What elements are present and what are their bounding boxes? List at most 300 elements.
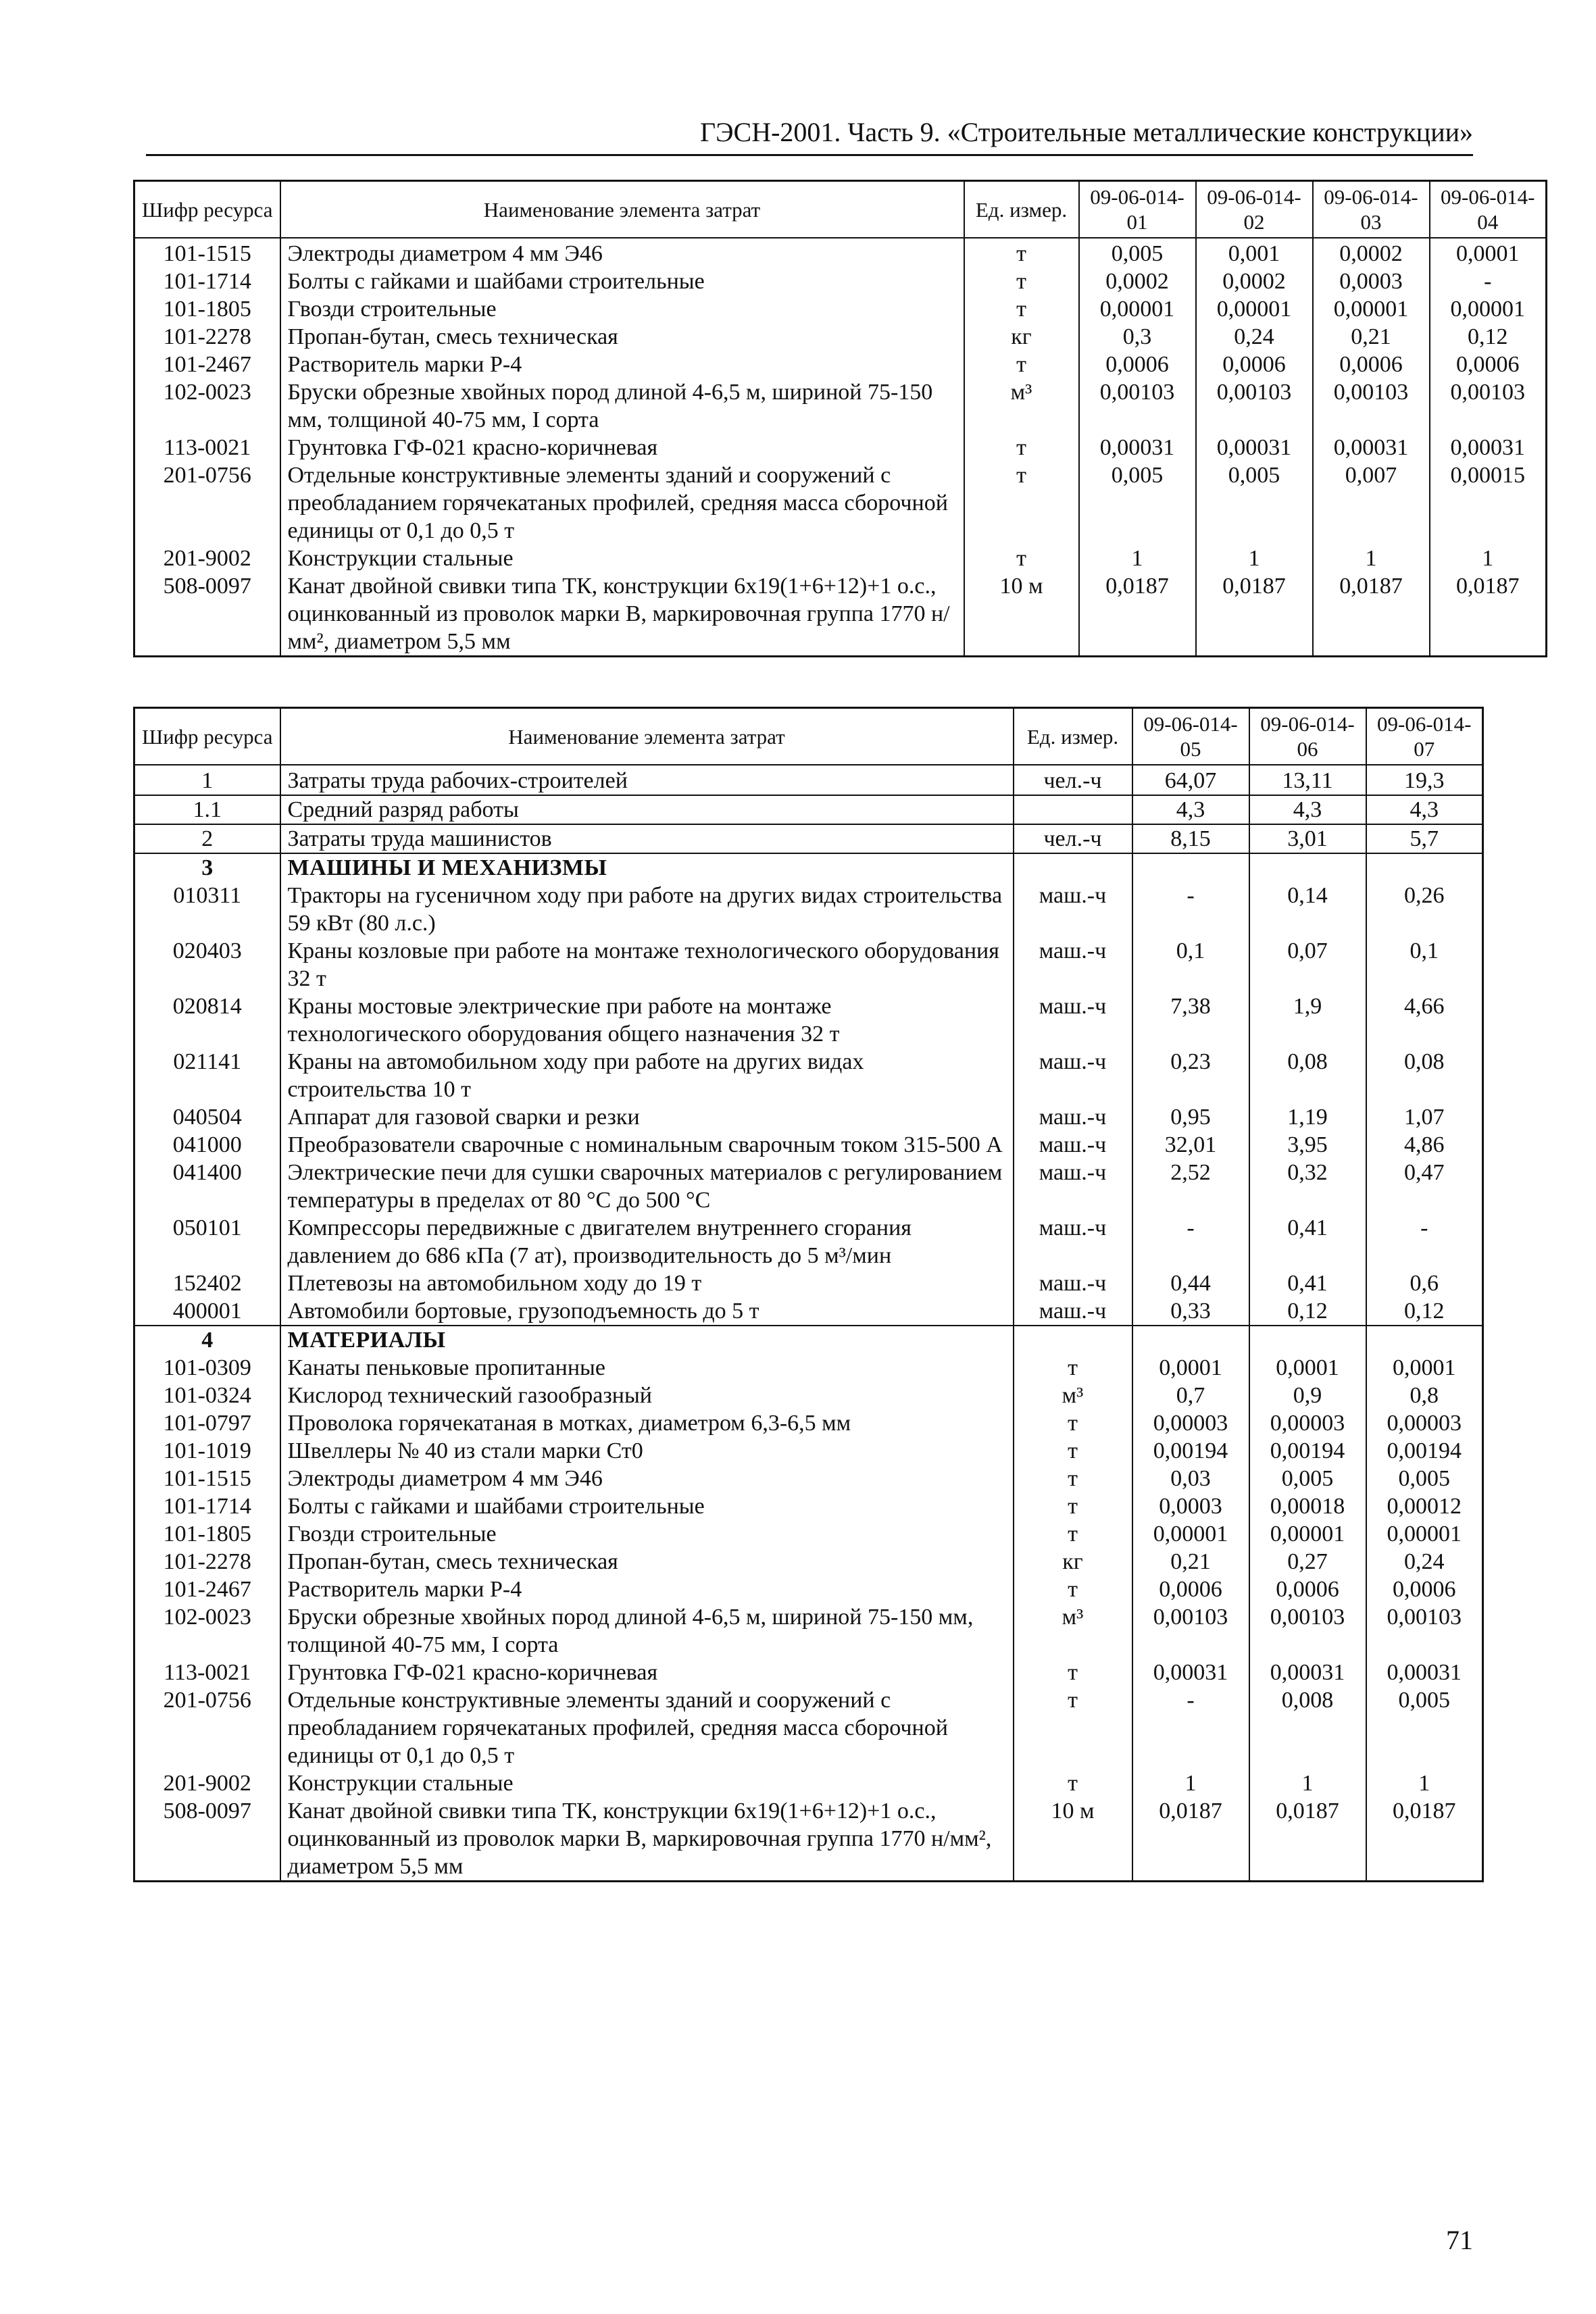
table-row bbox=[134, 1603, 1483, 1659]
cell-value: 0,0006 bbox=[1430, 351, 1547, 378]
cell-code: 040504 bbox=[134, 1103, 280, 1131]
table-row bbox=[134, 1465, 1483, 1492]
cell-name: Гвозди строительные bbox=[280, 1520, 1014, 1548]
cell-value: 0,00103 bbox=[1196, 378, 1313, 434]
cell-unit: т bbox=[964, 295, 1079, 323]
cell-value: 0,41 bbox=[1249, 1214, 1366, 1269]
cell-value: 0,0003 bbox=[1132, 1492, 1249, 1520]
cell-value: 0,0187 bbox=[1430, 572, 1547, 657]
cell-name: Отдельные конструктивные элементы зданий и сооружений с преобладанием горячекатаных профилей, средняя масса сборочной единицы от 0,1 до 0,5 т bbox=[280, 1686, 1014, 1769]
table-row bbox=[134, 1520, 1483, 1548]
cell-value: 0,0006 bbox=[1366, 1576, 1483, 1603]
cell-value: 0,00194 bbox=[1366, 1437, 1483, 1465]
cell-value: 5,7 bbox=[1366, 824, 1483, 853]
header-norm: 09-06-014-04 bbox=[1430, 181, 1547, 238]
table-row bbox=[134, 1492, 1483, 1520]
cell-name: Тракторы на гусеничном ходу при работе на других видах строительства 59 кВт (80 л.с.) bbox=[280, 882, 1014, 937]
cell-value: 0,00001 bbox=[1313, 295, 1430, 323]
cell-value: 0,00001 bbox=[1079, 295, 1196, 323]
table-row bbox=[134, 378, 1547, 434]
cell-value: 1 bbox=[1366, 1769, 1483, 1797]
header-norm: 09-06-014-05 bbox=[1132, 708, 1249, 765]
cell-value: 0,00001 bbox=[1132, 1520, 1249, 1548]
cell-name: Краны мостовые электрические при работе на монтаже технологического оборудования общего назначения 32 т bbox=[280, 992, 1014, 1048]
cell-value: 0,0006 bbox=[1132, 1576, 1249, 1603]
cell-value: 1,9 bbox=[1249, 992, 1366, 1048]
cell-code: 101-1805 bbox=[134, 295, 280, 323]
cell-code: 101-1515 bbox=[134, 1465, 280, 1492]
cell-value: 0,005 bbox=[1079, 238, 1196, 268]
table-row bbox=[134, 1214, 1483, 1269]
cell-value: 0,33 bbox=[1132, 1297, 1249, 1326]
table-row bbox=[134, 853, 1483, 882]
cell-value: 0,00001 bbox=[1249, 1520, 1366, 1548]
cell-value: 0,00003 bbox=[1249, 1409, 1366, 1437]
cell-code: 020403 bbox=[134, 937, 280, 992]
cell-name: Пропан-бутан, смесь техническая bbox=[280, 1548, 1014, 1576]
cell-name: Грунтовка ГФ-021 красно-коричневая bbox=[280, 434, 964, 461]
cell-value: 0,12 bbox=[1430, 323, 1547, 351]
cell-code: 041000 bbox=[134, 1131, 280, 1159]
cell-code: 101-2467 bbox=[134, 1576, 280, 1603]
cell-code: 201-9002 bbox=[134, 545, 280, 572]
cell-unit: маш.-ч bbox=[1014, 1159, 1132, 1214]
cell-value: 0,21 bbox=[1132, 1548, 1249, 1576]
cell-unit: т bbox=[1014, 1437, 1132, 1465]
cell-value: 0,00194 bbox=[1132, 1437, 1249, 1465]
cell-code: 101-0309 bbox=[134, 1354, 280, 1382]
cell-name: МАШИНЫ И МЕХАНИЗМЫ bbox=[280, 853, 1014, 882]
table-row bbox=[134, 572, 1547, 657]
table-row bbox=[134, 1548, 1483, 1576]
cell-value: 0,00031 bbox=[1079, 434, 1196, 461]
cell-value: 2,52 bbox=[1132, 1159, 1249, 1214]
table-row bbox=[134, 351, 1547, 378]
cell-value: 1,07 bbox=[1366, 1103, 1483, 1131]
cell-name: Аппарат для газовой сварки и резки bbox=[280, 1103, 1014, 1131]
page-header: ГЭСН-2001. Часть 9. «Строительные металлические конструкции» bbox=[146, 114, 1473, 156]
cell-code: 101-2278 bbox=[134, 1548, 280, 1576]
header-name: Наименование элемента затрат bbox=[280, 181, 964, 238]
cell-code: 113-0021 bbox=[134, 434, 280, 461]
cell-value: 8,15 bbox=[1132, 824, 1249, 853]
cell-value: 19,3 bbox=[1366, 765, 1483, 795]
cell-value: 4,66 bbox=[1366, 992, 1483, 1048]
cell-code: 113-0021 bbox=[134, 1659, 280, 1686]
cell-value: 0,005 bbox=[1249, 1465, 1366, 1492]
cell-name: Растворитель марки Р-4 bbox=[280, 351, 964, 378]
cell-name: Канаты пеньковые пропитанные bbox=[280, 1354, 1014, 1382]
cell-value: 0,0187 bbox=[1132, 1797, 1249, 1882]
table-row bbox=[134, 765, 1483, 795]
cell-name: Затраты труда рабочих-строителей bbox=[280, 765, 1014, 795]
cell-value bbox=[1366, 1326, 1483, 1354]
cell-value: 4,3 bbox=[1366, 795, 1483, 824]
cell-value: 0,0187 bbox=[1196, 572, 1313, 657]
header-norm: 09-06-014-06 bbox=[1249, 708, 1366, 765]
cell-code: 201-0756 bbox=[134, 461, 280, 545]
cell-code: 152402 bbox=[134, 1269, 280, 1297]
table-row bbox=[134, 1131, 1483, 1159]
cell-code: 102-0023 bbox=[134, 378, 280, 434]
cell-name: Средний разряд работы bbox=[280, 795, 1014, 824]
cell-unit: т bbox=[1014, 1520, 1132, 1548]
cell-code: 400001 bbox=[134, 1297, 280, 1326]
cell-value: 0,08 bbox=[1249, 1048, 1366, 1103]
cell-value: 0,00031 bbox=[1313, 434, 1430, 461]
cell-value: - bbox=[1132, 882, 1249, 937]
cell-value: 0,08 bbox=[1366, 1048, 1483, 1103]
cell-code: 101-1515 bbox=[134, 238, 280, 268]
cell-value: 1 bbox=[1196, 545, 1313, 572]
cell-unit: т bbox=[1014, 1409, 1132, 1437]
cell-value: 0,001 bbox=[1196, 238, 1313, 268]
table-row bbox=[134, 323, 1547, 351]
cell-unit bbox=[1014, 795, 1132, 824]
page-number: 71 bbox=[1446, 2225, 1473, 2255]
table-row bbox=[134, 1797, 1483, 1882]
cell-value bbox=[1249, 1326, 1366, 1354]
cell-value: 4,3 bbox=[1132, 795, 1249, 824]
cell-value: 1,19 bbox=[1249, 1103, 1366, 1131]
cell-name: Плетевозы на автомобильном ходу до 19 т bbox=[280, 1269, 1014, 1297]
cell-value: 0,0187 bbox=[1079, 572, 1196, 657]
cell-unit: т bbox=[1014, 1686, 1132, 1769]
cell-unit: т bbox=[964, 238, 1079, 268]
cell-value: 0,00003 bbox=[1132, 1409, 1249, 1437]
table-row bbox=[134, 882, 1483, 937]
cell-unit: маш.-ч bbox=[1014, 882, 1132, 937]
cell-name: МАТЕРИАЛЫ bbox=[280, 1326, 1014, 1354]
cell-unit: маш.-ч bbox=[1014, 1131, 1132, 1159]
cell-name: Грунтовка ГФ-021 красно-коричневая bbox=[280, 1659, 1014, 1686]
cell-unit: маш.-ч bbox=[1014, 1297, 1132, 1326]
table-row bbox=[134, 824, 1483, 853]
cell-value: 0,0001 bbox=[1430, 238, 1547, 268]
table-row bbox=[134, 238, 1547, 268]
cell-value: 1 bbox=[1313, 545, 1430, 572]
cell-code: 102-0023 bbox=[134, 1603, 280, 1659]
cell-name: Отдельные конструктивные элементы зданий и сооружений с преобладанием горячекатаных профилей, средняя масса сборочной единицы от 0,1 до 0,5 т bbox=[280, 461, 964, 545]
cell-value: 0,21 bbox=[1313, 323, 1430, 351]
cell-unit: кг bbox=[964, 323, 1079, 351]
cell-value: 0,00031 bbox=[1430, 434, 1547, 461]
cell-code: 041400 bbox=[134, 1159, 280, 1214]
cell-value: 0,9 bbox=[1249, 1382, 1366, 1409]
header-norm: 09-06-014-03 bbox=[1313, 181, 1430, 238]
cell-value bbox=[1249, 853, 1366, 882]
header-code: Шифр ресурса bbox=[134, 181, 280, 238]
cell-unit bbox=[1014, 1326, 1132, 1354]
cell-value: 32,01 bbox=[1132, 1131, 1249, 1159]
cell-code: 010311 bbox=[134, 882, 280, 937]
cell-unit: м³ bbox=[1014, 1603, 1132, 1659]
table-row bbox=[134, 295, 1547, 323]
cell-value: 0,0187 bbox=[1313, 572, 1430, 657]
table-row bbox=[134, 1576, 1483, 1603]
cell-value: 0,0001 bbox=[1132, 1354, 1249, 1382]
cell-value: 0,005 bbox=[1366, 1465, 1483, 1492]
cell-unit: 10 м bbox=[1014, 1797, 1132, 1882]
cell-unit: т bbox=[1014, 1465, 1132, 1492]
cell-value: 0,00003 bbox=[1366, 1409, 1483, 1437]
cell-value: 0,00031 bbox=[1132, 1659, 1249, 1686]
cell-value: 0,3 bbox=[1079, 323, 1196, 351]
cell-value: 0,00015 bbox=[1430, 461, 1547, 545]
cell-unit: т bbox=[964, 268, 1079, 295]
cell-value: 0,0001 bbox=[1366, 1354, 1483, 1382]
cell-value: 0,00018 bbox=[1249, 1492, 1366, 1520]
cell-name: Растворитель марки Р-4 bbox=[280, 1576, 1014, 1603]
cell-value: 0,00031 bbox=[1366, 1659, 1483, 1686]
cell-value: 0,005 bbox=[1366, 1686, 1483, 1769]
cell-unit bbox=[1014, 853, 1132, 882]
cell-value: 1 bbox=[1132, 1769, 1249, 1797]
header-unit: Ед. измер. bbox=[1014, 708, 1132, 765]
cell-code: 020814 bbox=[134, 992, 280, 1048]
table-row bbox=[134, 461, 1547, 545]
cell-value: 0,0002 bbox=[1079, 268, 1196, 295]
cell-value: 0,24 bbox=[1366, 1548, 1483, 1576]
cell-name: Канат двойной свивки типа ТК, конструкции 6х19(1+6+12)+1 о.с., оцинкованный из проволок марки В, маркировочная группа 1770 н/мм², диаметром 5,5 мм bbox=[280, 572, 964, 657]
cell-value: 0,1 bbox=[1132, 937, 1249, 992]
cell-value: 3,01 bbox=[1249, 824, 1366, 853]
cell-name: Преобразователи сварочные с номинальным сварочным током 315-500 А bbox=[280, 1131, 1014, 1159]
cell-unit: чел.-ч bbox=[1014, 765, 1132, 795]
table-row bbox=[134, 1354, 1483, 1382]
cell-value: 0,0006 bbox=[1079, 351, 1196, 378]
cell-value: 0,1 bbox=[1366, 937, 1483, 992]
cell-name: Краны на автомобильном ходу при работе на других видах строительства 10 т bbox=[280, 1048, 1014, 1103]
cell-value: 0,0006 bbox=[1313, 351, 1430, 378]
header-norm: 09-06-014-01 bbox=[1079, 181, 1196, 238]
cell-value: 0,44 bbox=[1132, 1269, 1249, 1297]
cell-value: 0,00103 bbox=[1430, 378, 1547, 434]
cell-value: 13,11 bbox=[1249, 765, 1366, 795]
cell-unit: т bbox=[1014, 1769, 1132, 1797]
table-header-row bbox=[134, 181, 1547, 238]
table-row bbox=[134, 1382, 1483, 1409]
cell-code: 101-2278 bbox=[134, 323, 280, 351]
cell-value: - bbox=[1132, 1686, 1249, 1769]
cell-name: Бруски обрезные хвойных пород длиной 4-6,5 м, шириной 75-150 мм, толщиной 40-75 мм, I сорта bbox=[280, 378, 964, 434]
cell-value: - bbox=[1430, 268, 1547, 295]
cell-value: 0,00031 bbox=[1196, 434, 1313, 461]
cell-value: 0,00194 bbox=[1249, 1437, 1366, 1465]
cell-value: 3,95 bbox=[1249, 1131, 1366, 1159]
cell-value: 0,0002 bbox=[1196, 268, 1313, 295]
cell-value: 0,6 bbox=[1366, 1269, 1483, 1297]
cell-unit: т bbox=[1014, 1354, 1132, 1382]
cell-value: 0,00103 bbox=[1313, 378, 1430, 434]
cell-name: Болты с гайками и шайбами строительные bbox=[280, 1492, 1014, 1520]
cell-value: 0,0187 bbox=[1249, 1797, 1366, 1882]
cell-value: 4,86 bbox=[1366, 1131, 1483, 1159]
cell-code: 101-1714 bbox=[134, 268, 280, 295]
cell-unit: т bbox=[964, 461, 1079, 545]
cell-value: 0,0006 bbox=[1249, 1576, 1366, 1603]
cell-code: 101-1714 bbox=[134, 1492, 280, 1520]
table-row bbox=[134, 937, 1483, 992]
cell-unit: т bbox=[964, 545, 1079, 572]
table-row bbox=[134, 1048, 1483, 1103]
cell-value: 0,00103 bbox=[1132, 1603, 1249, 1659]
cell-code: 201-9002 bbox=[134, 1769, 280, 1797]
cell-value: 0,00001 bbox=[1430, 295, 1547, 323]
table-row bbox=[134, 1269, 1483, 1297]
cell-unit: маш.-ч bbox=[1014, 937, 1132, 992]
cell-value: 0,32 bbox=[1249, 1159, 1366, 1214]
cell-value: 0,0187 bbox=[1366, 1797, 1483, 1882]
cell-name: Кислород технический газообразный bbox=[280, 1382, 1014, 1409]
table-row bbox=[134, 1103, 1483, 1131]
cell-value: 0,00103 bbox=[1366, 1603, 1483, 1659]
cell-value: 0,03 bbox=[1132, 1465, 1249, 1492]
cell-name: Проволока горячекатаная в мотках, диаметром 6,3-6,5 мм bbox=[280, 1409, 1014, 1437]
cell-unit: маш.-ч bbox=[1014, 1103, 1132, 1131]
table-row bbox=[134, 1437, 1483, 1465]
cell-name: Пропан-бутан, смесь техническая bbox=[280, 323, 964, 351]
cell-value: 0,00103 bbox=[1249, 1603, 1366, 1659]
cell-unit: 10 м bbox=[964, 572, 1079, 657]
cell-name: Компрессоры передвижные с двигателем внутреннего сгорания давлением до 686 кПа (7 ат), производительность до 5 м³/мин bbox=[280, 1214, 1014, 1269]
cell-value: 0,47 bbox=[1366, 1159, 1483, 1214]
cell-value: 4,3 bbox=[1249, 795, 1366, 824]
cell-unit: чел.-ч bbox=[1014, 824, 1132, 853]
table-row bbox=[134, 268, 1547, 295]
cell-value: 0,7 bbox=[1132, 1382, 1249, 1409]
cell-code: 101-1019 bbox=[134, 1437, 280, 1465]
cell-value: 0,00001 bbox=[1196, 295, 1313, 323]
cell-unit: м³ bbox=[1014, 1382, 1132, 1409]
cell-code: 508-0097 bbox=[134, 1797, 280, 1882]
cell-name: Болты с гайками и шайбами строительные bbox=[280, 268, 964, 295]
cell-code: 3 bbox=[134, 853, 280, 882]
cell-name: Автомобили бортовые, грузоподъемность до 5 т bbox=[280, 1297, 1014, 1326]
table-row bbox=[134, 1297, 1483, 1326]
table-row bbox=[134, 1409, 1483, 1437]
cell-value: 0,14 bbox=[1249, 882, 1366, 937]
cell-value: 0,41 bbox=[1249, 1269, 1366, 1297]
cell-unit: т bbox=[1014, 1659, 1132, 1686]
cell-value: 0,005 bbox=[1079, 461, 1196, 545]
cell-value: - bbox=[1132, 1214, 1249, 1269]
cell-name: Электроды диаметром 4 мм Э46 bbox=[280, 238, 964, 268]
cell-name: Гвозди строительные bbox=[280, 295, 964, 323]
cell-code: 201-0756 bbox=[134, 1686, 280, 1769]
cell-name: Бруски обрезные хвойных пород длиной 4-6,5 м, шириной 75-150 мм, толщиной 40-75 мм, I сорта bbox=[280, 1603, 1014, 1659]
cell-name: Затраты труда машинистов bbox=[280, 824, 1014, 853]
cell-code: 101-0324 bbox=[134, 1382, 280, 1409]
cell-code: 101-1805 bbox=[134, 1520, 280, 1548]
table-row bbox=[134, 1159, 1483, 1214]
resource-table-2 bbox=[133, 707, 1484, 1882]
cell-unit: кг bbox=[1014, 1548, 1132, 1576]
cell-code: 021141 bbox=[134, 1048, 280, 1103]
cell-unit: маш.-ч bbox=[1014, 1048, 1132, 1103]
table-header-row bbox=[134, 708, 1483, 765]
cell-name: Канат двойной свивки типа ТК, конструкции 6х19(1+6+12)+1 о.с., оцинкованный из проволок марки В, маркировочная группа 1770 н/мм², диаметром 5,5 мм bbox=[280, 1797, 1014, 1882]
cell-value bbox=[1366, 853, 1483, 882]
cell-value: 0,0002 bbox=[1313, 238, 1430, 268]
cell-name: Швеллеры № 40 из стали марки Ст0 bbox=[280, 1437, 1014, 1465]
header-unit: Ед. измер. bbox=[964, 181, 1079, 238]
cell-value: 0,00103 bbox=[1079, 378, 1196, 434]
header-name: Наименование элемента затрат bbox=[280, 708, 1014, 765]
cell-code: 050101 bbox=[134, 1214, 280, 1269]
cell-unit: маш.-ч bbox=[1014, 992, 1132, 1048]
table-row bbox=[134, 1686, 1483, 1769]
cell-value: 1 bbox=[1430, 545, 1547, 572]
cell-code: 508-0097 bbox=[134, 572, 280, 657]
cell-value: 0,07 bbox=[1249, 937, 1366, 992]
cell-value: 0,00012 bbox=[1366, 1492, 1483, 1520]
cell-code: 1 bbox=[134, 765, 280, 795]
cell-value: 0,005 bbox=[1196, 461, 1313, 545]
cell-value: 0,24 bbox=[1196, 323, 1313, 351]
cell-value: 0,0001 bbox=[1249, 1354, 1366, 1382]
cell-value: 0,23 bbox=[1132, 1048, 1249, 1103]
table-row bbox=[134, 992, 1483, 1048]
cell-name: Электроды диаметром 4 мм Э46 bbox=[280, 1465, 1014, 1492]
header-code: Шифр ресурса bbox=[134, 708, 280, 765]
cell-value: 0,00031 bbox=[1249, 1659, 1366, 1686]
cell-code: 2 bbox=[134, 824, 280, 853]
cell-code: 101-2467 bbox=[134, 351, 280, 378]
cell-value: 0,008 bbox=[1249, 1686, 1366, 1769]
cell-name: Конструкции стальные bbox=[280, 545, 964, 572]
cell-unit: т bbox=[964, 351, 1079, 378]
cell-value: 64,07 bbox=[1132, 765, 1249, 795]
cell-value: 0,0003 bbox=[1313, 268, 1430, 295]
cell-unit: м³ bbox=[964, 378, 1079, 434]
cell-unit: маш.-ч bbox=[1014, 1214, 1132, 1269]
cell-value: 0,007 bbox=[1313, 461, 1430, 545]
cell-value: 0,12 bbox=[1366, 1297, 1483, 1326]
table-row bbox=[134, 795, 1483, 824]
cell-unit: т bbox=[964, 434, 1079, 461]
cell-value: 0,27 bbox=[1249, 1548, 1366, 1576]
header-norm: 09-06-014-07 bbox=[1366, 708, 1483, 765]
cell-value: 0,26 bbox=[1366, 882, 1483, 937]
table-row bbox=[134, 1659, 1483, 1686]
cell-code: 4 bbox=[134, 1326, 280, 1354]
cell-name: Конструкции стальные bbox=[280, 1769, 1014, 1797]
cell-value: 0,12 bbox=[1249, 1297, 1366, 1326]
cell-unit: т bbox=[1014, 1576, 1132, 1603]
cell-value: - bbox=[1366, 1214, 1483, 1269]
cell-name: Электрические печи для сушки сварочных материалов с регулированием температуры в пределах от 80 °С до 500 °С bbox=[280, 1159, 1014, 1214]
cell-value: 1 bbox=[1079, 545, 1196, 572]
cell-code: 1.1 bbox=[134, 795, 280, 824]
cell-value: 0,8 bbox=[1366, 1382, 1483, 1409]
cell-name: Краны козловые при работе на монтаже технологического оборудования 32 т bbox=[280, 937, 1014, 992]
cell-value: 0,00001 bbox=[1366, 1520, 1483, 1548]
cell-unit: т bbox=[1014, 1492, 1132, 1520]
table-row bbox=[134, 545, 1547, 572]
cell-value: 0,0006 bbox=[1196, 351, 1313, 378]
cell-value bbox=[1132, 1326, 1249, 1354]
table-row bbox=[134, 1769, 1483, 1797]
resource-table-1 bbox=[133, 180, 1547, 657]
cell-code: 101-0797 bbox=[134, 1409, 280, 1437]
cell-value: 7,38 bbox=[1132, 992, 1249, 1048]
cell-value: 1 bbox=[1249, 1769, 1366, 1797]
cell-unit: маш.-ч bbox=[1014, 1269, 1132, 1297]
cell-value bbox=[1132, 853, 1249, 882]
table-row bbox=[134, 1326, 1483, 1354]
header-norm: 09-06-014-02 bbox=[1196, 181, 1313, 238]
